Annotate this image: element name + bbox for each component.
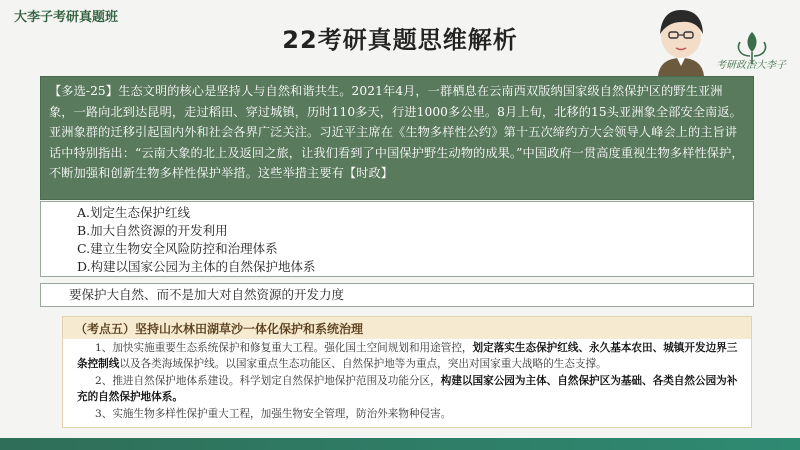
option-a[interactable]: A.划定生态保护红线: [77, 205, 191, 220]
bottom-band: [0, 438, 800, 450]
reference-paragraph-1: 1、加快实施重要生态系统保护和修复重大工程。强化国土空间规划和用途管控，划定落实生态保护红线、永久基本农田、城镇开发边界三条控制线以及各类海域保护线。以国家重点生态功能区、自然保护地等为重点，突出对国家重大战略的生态支撑。: [77, 342, 738, 370]
reference-heading: （考点五）坚持山水林田湖草沙一体化保护和系统治理: [63, 317, 751, 339]
option-b[interactable]: B.加大自然资源的开发利用: [77, 223, 228, 238]
question-box: [40, 76, 754, 200]
question-prefix: 【多选-25】: [49, 84, 119, 98]
reference-paragraph-3: 3、实施生物多样性保护重大工程，加强生物安全管理，防治外来物种侵害。: [95, 408, 452, 420]
options-box: [40, 201, 754, 277]
question-text: 生态文明的核心是坚持人与自然和谐共生。2021年4月，一群栖息在云南西双版纳国家级自然保护区的野生亚洲象，一路向北到达昆明，走过稻田、穿过城镇，历时110多天，行进1000多公里。8月上旬，北移的15头亚洲象全部安全南返。亚洲象群的迁移引起国内外和社会各界广泛关注。习近平主席在《生物多样性公约》第十五次缔约方大会领导人峰会上的主旨讲话中特别指出：“云南大象的北上及返回之旅，让我们看到了中国保护野生动物的成果。”中国政府一贯高度重视生物多样性保护，不断加强和创新生物多样性保护举措。这些举措主要有: [49, 84, 744, 180]
reference-excerpt: [62, 316, 752, 428]
page-title: 22考研真题思维解析: [282, 26, 518, 54]
logo-text: 考研政治大李子: [716, 60, 786, 71]
reference-paragraph-2: 2、推进自然保护地体系建设。科学划定自然保护地保护范围及功能分区，构建以国家公园为主体、自然保护区为基础、各类自然公园为补充的自然保护地体系。: [77, 375, 738, 403]
option-c[interactable]: C.建立生物安全风险防控和治理体系: [77, 241, 278, 256]
answer-note: 要保护大自然、而不是加大对自然资源的开发力度: [40, 283, 754, 307]
avatar: [650, 6, 712, 76]
brand-label: 大李子考研真题班: [14, 10, 119, 25]
question-tag: 【时政】: [343, 166, 394, 180]
option-d[interactable]: D.构建以国家公园为主体的自然保护地体系: [77, 259, 316, 274]
